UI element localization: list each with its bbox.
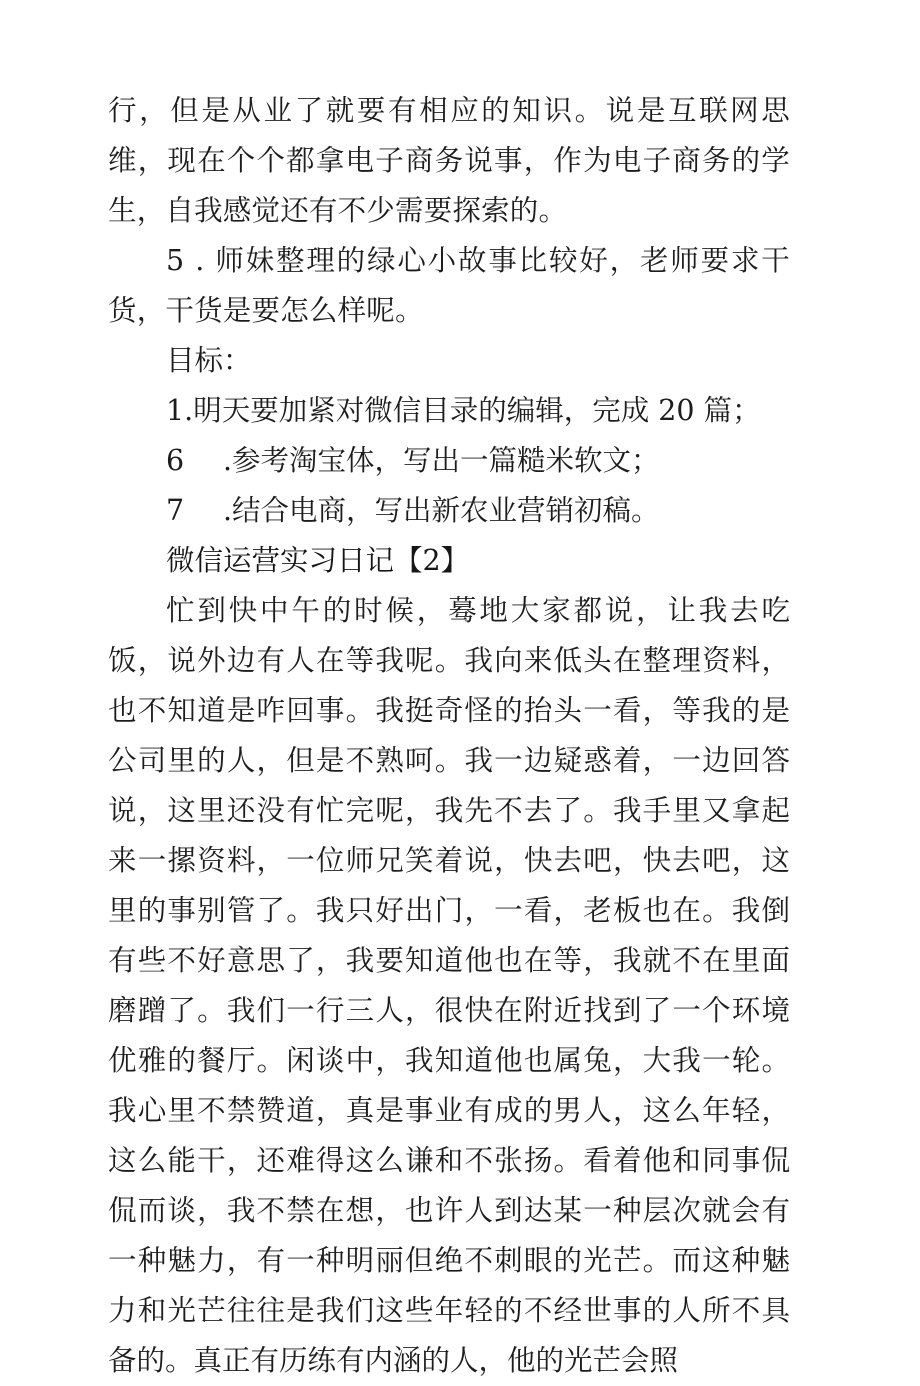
goal-item-1: [108, 386, 790, 436]
body-paragraph: 忙到快中午的时候，蓦地大家都说，让我去吃饭，说外边有人在等我呢。我向来低头在整理资料，也不知道是咋回事。我挺奇怪的抬头一看，等我的是公司里的人，但是不熟呵。我一边疑惑着，一边回答说，这里还没有忙完呢，我先不去了。我手里又拿起来一摞资料，一位师兄笑着说，快去吧，快去吧，这里的事别管了。我只好出门，一看，老板也在。我倒有些不好意思了，我要知道他也在等，我就不在里面磨蹭了。我们一行三人，很快在附近找到了一个环境优雅的餐厅。闲谈中，我知道他也属兔，大我一轮。我心里不禁赞道，真是事业有成的男人，这么年轻，这么能干，还难得这么谦和不张扬。看着他和同事侃侃而谈，我不禁在想，也许人到达某一种层次就会有一种魅力，有一种明丽但绝不刺眼的光芒。而这种魅力和光芒往往是我们这些年轻的不经世事的人所不具备的。真正有历练有内涵的人，他的光芒会照: [108, 594, 790, 1377]
goal-item-6-number: 6: [166, 444, 185, 477]
goal-item-1-text: 明天要加紧对微信目录的编辑，完成 20 篇；: [193, 394, 761, 427]
goal-item-7-number: 7: [166, 494, 185, 527]
document-body: [108, 86, 790, 1386]
goal-item-7: [108, 486, 790, 536]
numbered-note-five: 5 . 师妹整理的绿心小故事比较好，老师要求干货，干货是要怎么样呢。: [108, 244, 790, 327]
goal-item-6-text: .参考淘宝体，写出一篇糙米软文；: [223, 444, 660, 477]
section-heading: 微信运营实习日记【2】: [166, 544, 470, 577]
goal-item-7-text: .结合电商，写出新农业营销初稿。: [223, 494, 660, 527]
continuation-paragraph: 行，但是从业了就要有相应的知识。说是互联网思维，现在个个都拿电子商务说事，作为电子商务的学生，自我感觉还有不少需要探索的。: [108, 94, 790, 227]
goals-label: 目标：: [166, 344, 252, 377]
goal-item-6: [108, 436, 790, 486]
goal-item-1-number: 1.: [166, 394, 194, 427]
